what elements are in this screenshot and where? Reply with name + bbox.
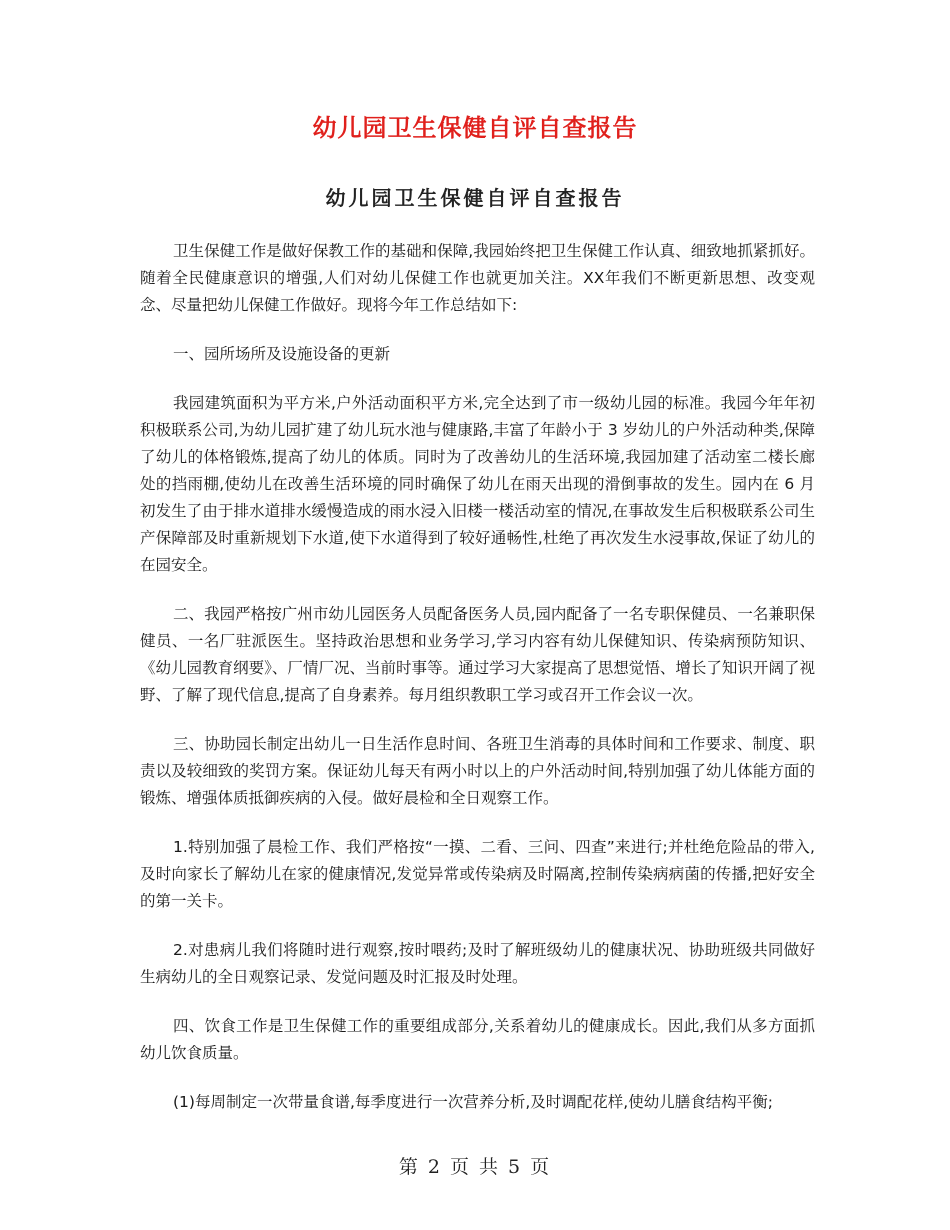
- page-number-footer: 第 2 页 共 5 页: [398, 1156, 552, 1178]
- document-subtitle: 幼儿园卫生保健自评自查报告: [325, 186, 625, 210]
- paragraph-staff: 二、我园严格按广州市幼儿园医务人员配备医务人员,园内配备了一名专职保健员、一名兼职保健员、一名厂驻派医生。坚持政治思想和业务学习,学习内容有幼儿保健知识、传染病预防知识、《幼儿园教育纲要》、厂情厂况、当前时事等。通过学习大家提高了思想觉悟、增长了知识开阔了视野、了解了现代信息,提高了自身素养。每月组织教职工学习或召开工作会议一次。: [140, 605, 815, 704]
- document-title: 幼儿园卫生保健自评自查报告: [312, 114, 638, 142]
- paragraph-morning-check: 1.特别加强了晨检工作、我们严格按“一摸、二看、三问、四查”来进行;并杜绝危险品的带入,及时向家长了解幼儿在家的健康情况,发觉异常或传染病及时隔离,控制传染病病菌的传播,把好安全的第一关卡。: [140, 838, 815, 910]
- paragraph-intro: 卫生保健工作是做好保教工作的基础和保障,我园始终把卫生保健工作认真、细致地抓紧抓好。随着全民健康意识的增强,人们对幼儿保健工作也就更加关注。XX年我们不断更新思想、改变观念、尽量把幼儿保健工作做好。现将今年工作总结如下:: [140, 242, 815, 314]
- paragraph-schedule: 三、协助园长制定出幼儿一日生活作息时间、各班卫生消毒的具体时间和工作要求、制度、职责以及较细致的奖罚方案。保证幼儿每天有两小时以上的户外活动时间,特别加强了幼儿体能方面的锻炼、增强体质抵御疾病的入侵。做好晨检和全日观察工作。: [140, 735, 815, 807]
- paragraph-diet: 四、饮食工作是卫生保健工作的重要组成部分,关系着幼儿的健康成长。因此,我们从多方面抓幼儿饮食质量。: [140, 1017, 815, 1062]
- paragraph-sick-children: 2.对患病儿我们将随时进行观察,按时喂药;及时了解班级幼儿的健康状况、协助班级共同做好生病幼儿的全日观察记录、发觉问题及时汇报及时处理。: [140, 941, 815, 986]
- document-body: [140, 238, 815, 1138]
- paragraph-menu: (1)每周制定一次带量食谱,每季度进行一次营养分析,及时调配花样,使幼儿膳食结构平衡;: [173, 1093, 773, 1111]
- section-heading-1: 一、园所场所及设施设备的更新: [173, 345, 391, 363]
- paragraph-facilities: 我园建筑面积为平方米,户外活动面积平方米,完全达到了市一级幼儿园的标准。我园今年年初积极联系公司,为幼儿园扩建了幼儿玩水池与健康路,丰富了年龄小于 3 岁幼儿的户外活动种类,保障了幼儿的体格锻炼,提高了幼儿的体质。同时为了改善幼儿的生活环境,我园加建了活动室二楼长廊处的挡雨棚,使幼儿在改善生活环境的同时确保了幼儿在雨天出现的滑倒事故的发生。园内在 6 月初发生了由于排水道排水缓慢造成的雨水浸入旧楼一楼活动室的情况,在事故发生后积极联系公司生产保障部及时重新规划下水道,使下水道得到了较好通畅性,杜绝了再次发生水浸事故,保证了幼儿的在园安全。: [140, 394, 815, 574]
